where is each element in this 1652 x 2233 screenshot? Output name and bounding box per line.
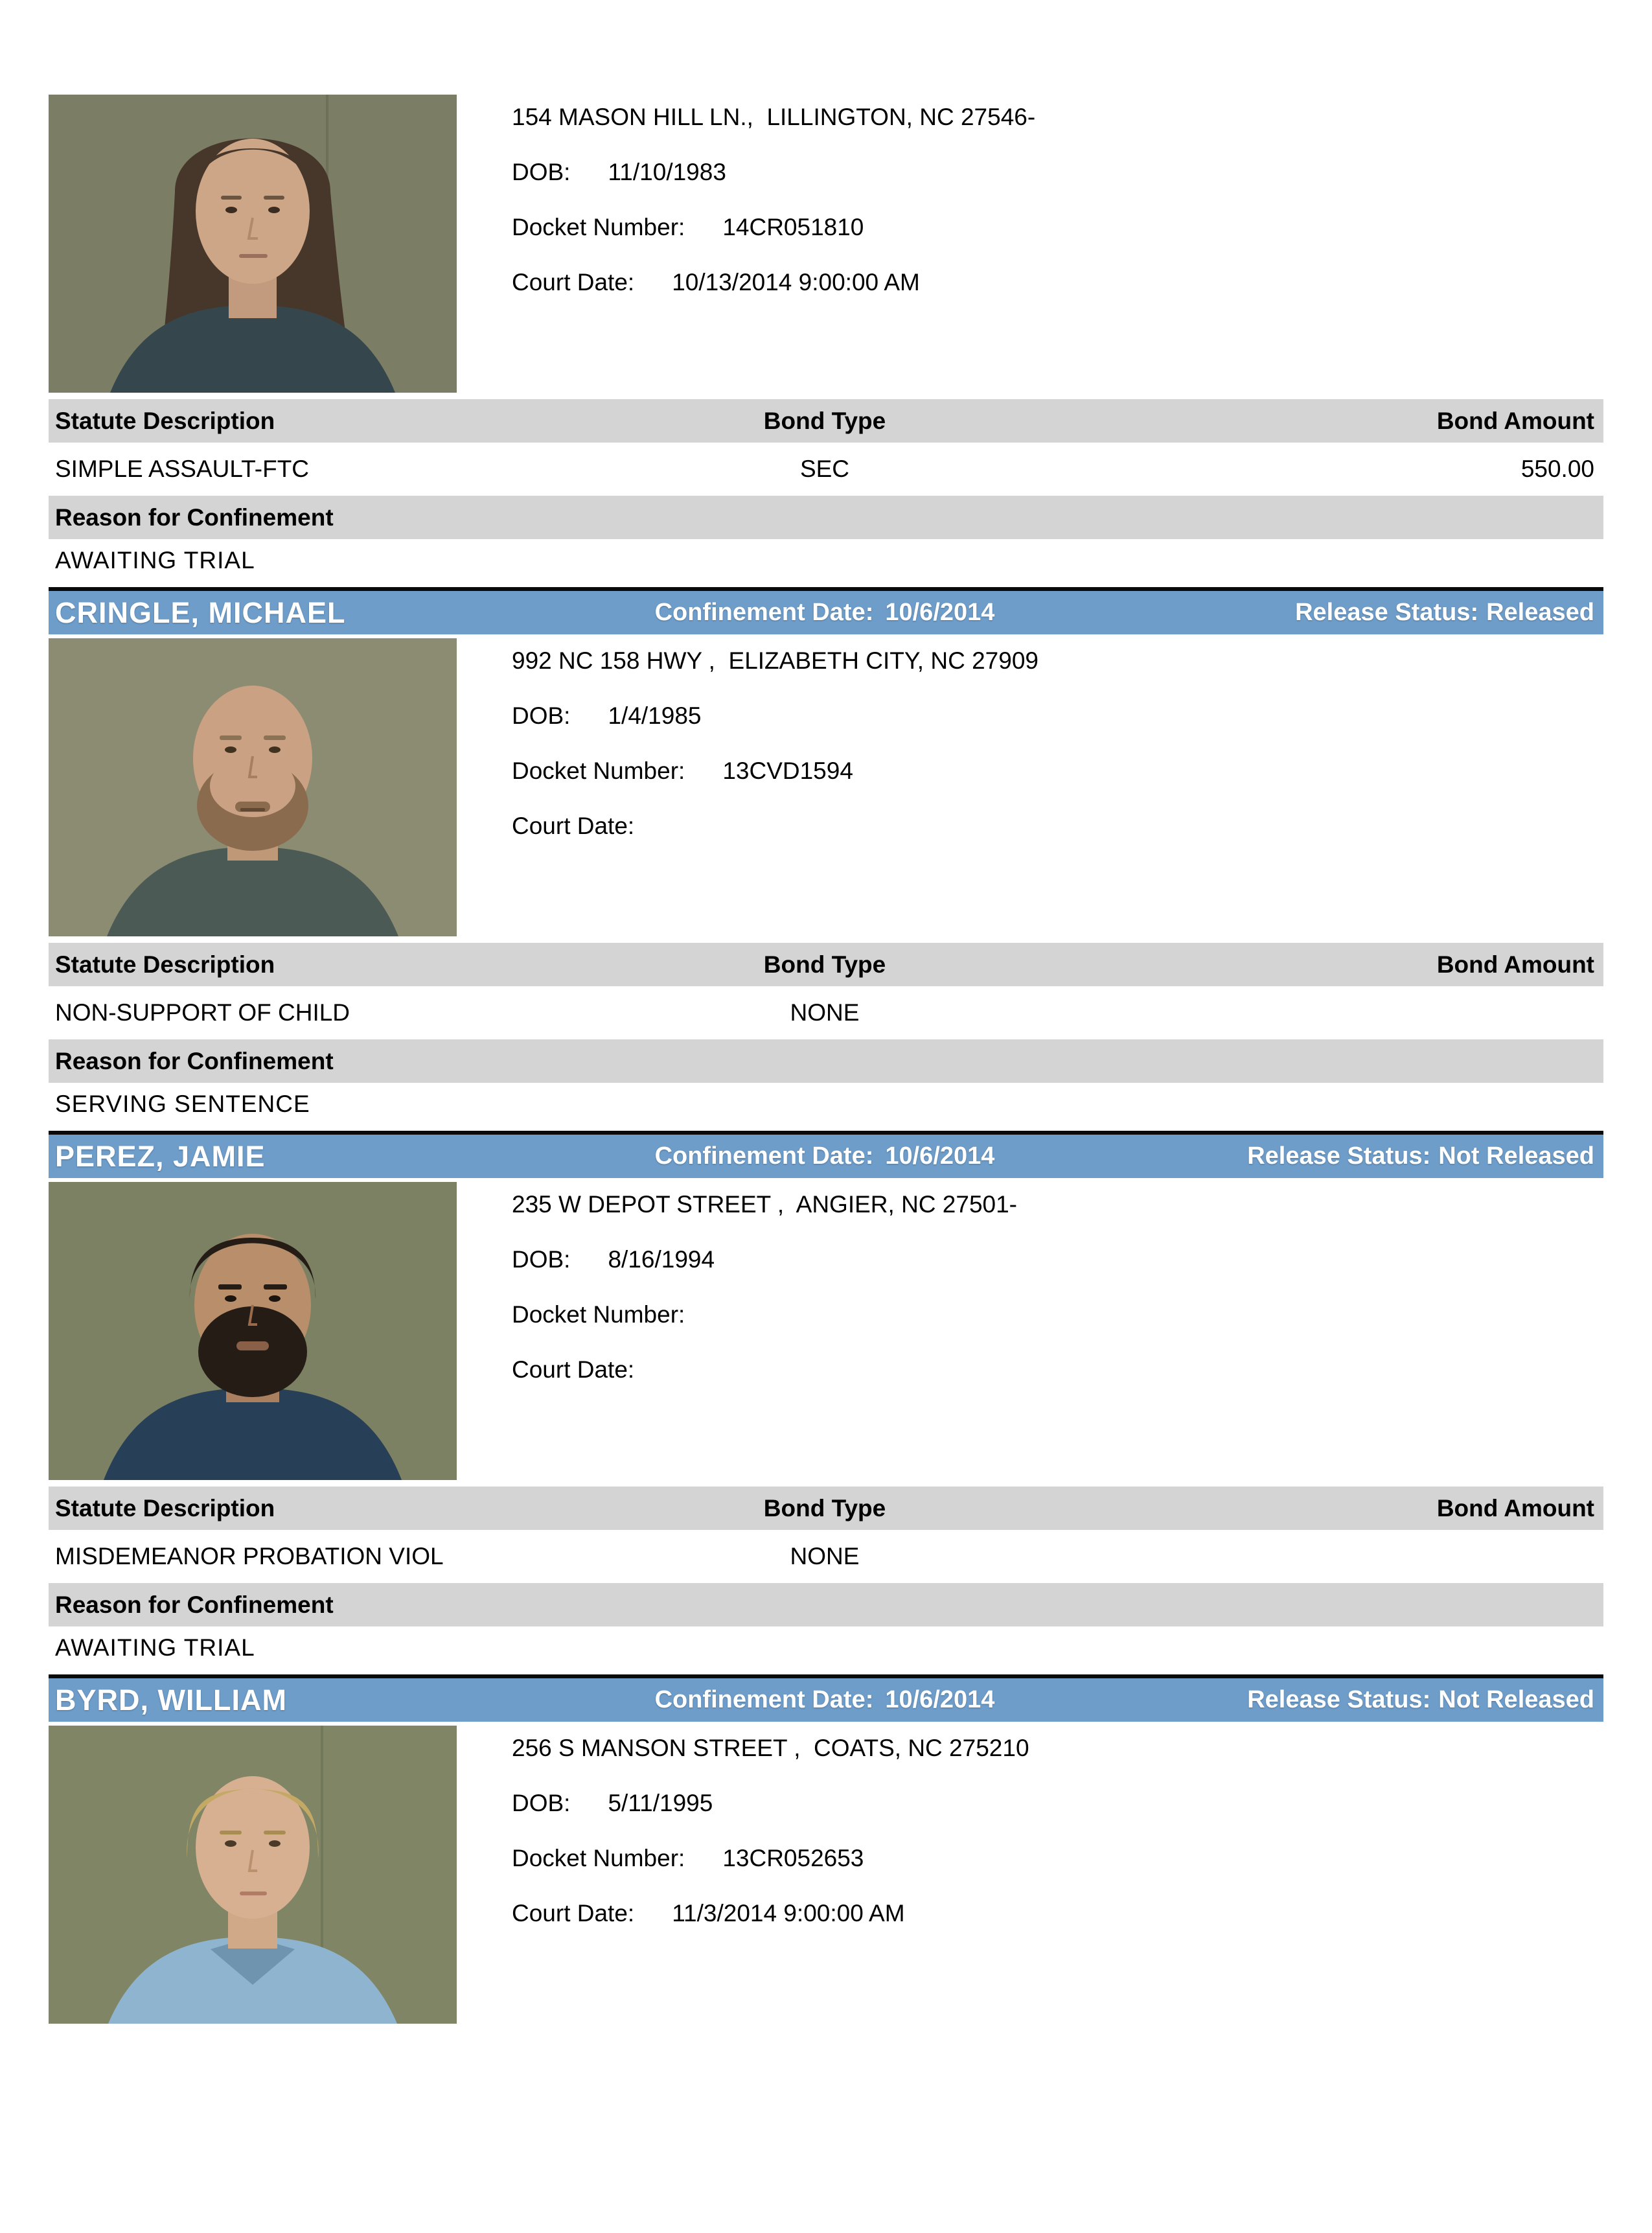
inmate-name: PEREZ, JAMIE (55, 1139, 266, 1173)
address-line (512, 1191, 1017, 1216)
docket-label: Docket Number: (512, 758, 685, 784)
docket-value: 13CR052653 (722, 1845, 864, 1871)
inmate-record (49, 1674, 1603, 2024)
charge-table-header (49, 399, 1603, 443)
reason-header-bar (49, 1039, 1603, 1083)
release-status-label: Release Status: (1295, 599, 1479, 626)
court-date-line (512, 1356, 1017, 1382)
inmate-record (49, 95, 1603, 582)
confinement-date (655, 1142, 995, 1170)
release-status (1247, 1686, 1594, 1714)
reason-value-row (49, 1626, 1603, 1669)
release-status (1247, 1142, 1594, 1170)
court-date-value: 10/13/2014 9:00:00 AM (672, 269, 920, 295)
bond-type-cell: SEC (799, 456, 850, 482)
docket-label: Docket Number: (512, 214, 685, 240)
bond-amount-header: Bond Amount (1436, 951, 1594, 978)
confinement-date (655, 1686, 995, 1714)
confinement-date-value: 10/6/2014 (885, 599, 995, 626)
mugshot-photo (49, 1726, 457, 2024)
court-date-label: Court Date: (512, 813, 635, 839)
charge-row (49, 986, 1603, 1039)
mugshot-frame (49, 1182, 457, 1480)
statute-cell: MISDEMEANOR PROBATION VIOL (55, 1543, 444, 1569)
address-line (512, 1735, 1029, 1760)
reason-header-bar (49, 496, 1603, 539)
address-text: 235 W DEPOT STREET , ANGIER, NC 27501- (512, 1191, 1017, 1218)
inmate-record (49, 1131, 1603, 1669)
docket-value: 13CVD1594 (722, 758, 853, 784)
record-header-bar (49, 591, 1603, 634)
inmate-record (49, 587, 1603, 1126)
dob-line (512, 159, 1035, 184)
confinement-date-label: Confinement Date: (654, 1686, 874, 1713)
mugshot-photo (49, 1182, 457, 1480)
confinement-report-page (0, 95, 1652, 2233)
dob-label: DOB: (512, 1246, 571, 1273)
dob-value: 11/10/1983 (608, 159, 726, 185)
docket-label: Docket Number: (512, 1845, 685, 1871)
bond-amount-header: Bond Amount (1436, 407, 1594, 434)
mugshot-frame (49, 638, 457, 936)
reason-value-row (49, 1083, 1603, 1126)
address-line (512, 104, 1035, 129)
bond-type-cell: NONE (790, 999, 860, 1026)
dob-value: 5/11/1995 (608, 1790, 713, 1816)
record-header-bar (49, 1135, 1603, 1178)
record-header-bar (49, 1678, 1603, 1722)
bond-type-header: Bond Type (763, 407, 886, 434)
inmate-info (512, 638, 1038, 936)
bond-type-header: Bond Type (763, 951, 886, 978)
inmate-name: BYRD, WILLIAM (55, 1683, 287, 1717)
reason-value: AWAITING TRIAL (55, 547, 255, 573)
reason-header: Reason for Confinement (55, 1047, 334, 1074)
confinement-date-label: Confinement Date: (654, 1142, 874, 1170)
inmate-info (512, 1182, 1017, 1480)
dob-label: DOB: (512, 159, 571, 185)
court-date-line (512, 813, 1038, 838)
statute-cell: NON-SUPPORT OF CHILD (55, 999, 350, 1026)
address-text: 256 S MANSON STREET , COATS, NC 275210 (512, 1735, 1029, 1761)
inmate-name: CRINGLE, MICHAEL (55, 596, 346, 629)
confinement-date-label: Confinement Date: (654, 599, 874, 626)
photo-info-row (49, 95, 1603, 393)
dob-value: 1/4/1985 (608, 702, 702, 729)
dob-value: 8/16/1994 (608, 1246, 715, 1273)
mugshot-photo (49, 638, 457, 936)
release-status-label: Release Status: (1247, 1686, 1431, 1713)
dob-label: DOB: (512, 702, 571, 729)
release-status (1295, 599, 1594, 627)
docket-label: Docket Number: (512, 1301, 685, 1328)
court-date-label: Court Date: (512, 269, 635, 295)
dob-line (512, 1790, 1029, 1815)
address-line (512, 647, 1038, 673)
charge-row (49, 443, 1603, 496)
docket-line (512, 214, 1035, 239)
bond-type-cell: NONE (790, 1543, 860, 1569)
release-status-value: Not Released (1438, 1686, 1594, 1713)
statute-cell: SIMPLE ASSAULT-FTC (55, 456, 310, 482)
statute-description-header: Statute Description (55, 1494, 275, 1521)
mugshot-frame (49, 95, 457, 393)
dob-line (512, 702, 1038, 728)
court-date-label: Court Date: (512, 1900, 635, 1926)
docket-value: 14CR051810 (722, 214, 864, 240)
reason-value-row (49, 539, 1603, 582)
reason-value: SERVING SENTENCE (55, 1091, 310, 1117)
dob-label: DOB: (512, 1790, 571, 1816)
photo-info-row (49, 1182, 1603, 1480)
bond-type-header: Bond Type (763, 1494, 886, 1521)
release-status-label: Release Status: (1247, 1142, 1431, 1170)
address-text: 154 MASON HILL LN., LILLINGTON, NC 27546- (512, 104, 1036, 130)
release-status-value: Not Released (1438, 1142, 1594, 1170)
mugshot-frame (49, 1726, 457, 2024)
charge-row (49, 1530, 1603, 1583)
docket-line (512, 758, 1038, 783)
address-text: 992 NC 158 HWY , ELIZABETH CITY, NC 27909 (512, 647, 1038, 674)
reason-header-bar (49, 1583, 1603, 1626)
charge-table-header (49, 1487, 1603, 1530)
docket-line (512, 1301, 1017, 1326)
court-date-line (512, 269, 1035, 294)
statute-description-header: Statute Description (55, 407, 275, 434)
court-date-value: 11/3/2014 9:00:00 AM (672, 1900, 905, 1926)
confinement-date-value: 10/6/2014 (885, 1142, 995, 1170)
statute-description-header: Statute Description (55, 951, 275, 978)
docket-line (512, 1845, 1029, 1870)
reason-header: Reason for Confinement (55, 1591, 334, 1618)
bond-amount-header: Bond Amount (1436, 1494, 1594, 1521)
photo-info-row (49, 1726, 1603, 2024)
reason-value: AWAITING TRIAL (55, 1634, 255, 1661)
court-date-line (512, 1900, 1029, 1925)
court-date-label: Court Date: (512, 1356, 635, 1383)
inmate-info (512, 1726, 1029, 2024)
dob-line (512, 1246, 1017, 1271)
release-status-value: Released (1486, 599, 1594, 626)
bond-amount-cell: 550.00 (1520, 456, 1594, 482)
confinement-date (655, 599, 995, 627)
confinement-date-value: 10/6/2014 (885, 1686, 995, 1713)
inmate-info (512, 95, 1035, 393)
photo-info-row (49, 638, 1603, 936)
mugshot-photo (49, 95, 457, 393)
reason-header: Reason for Confinement (55, 503, 334, 531)
charge-table-header (49, 943, 1603, 986)
